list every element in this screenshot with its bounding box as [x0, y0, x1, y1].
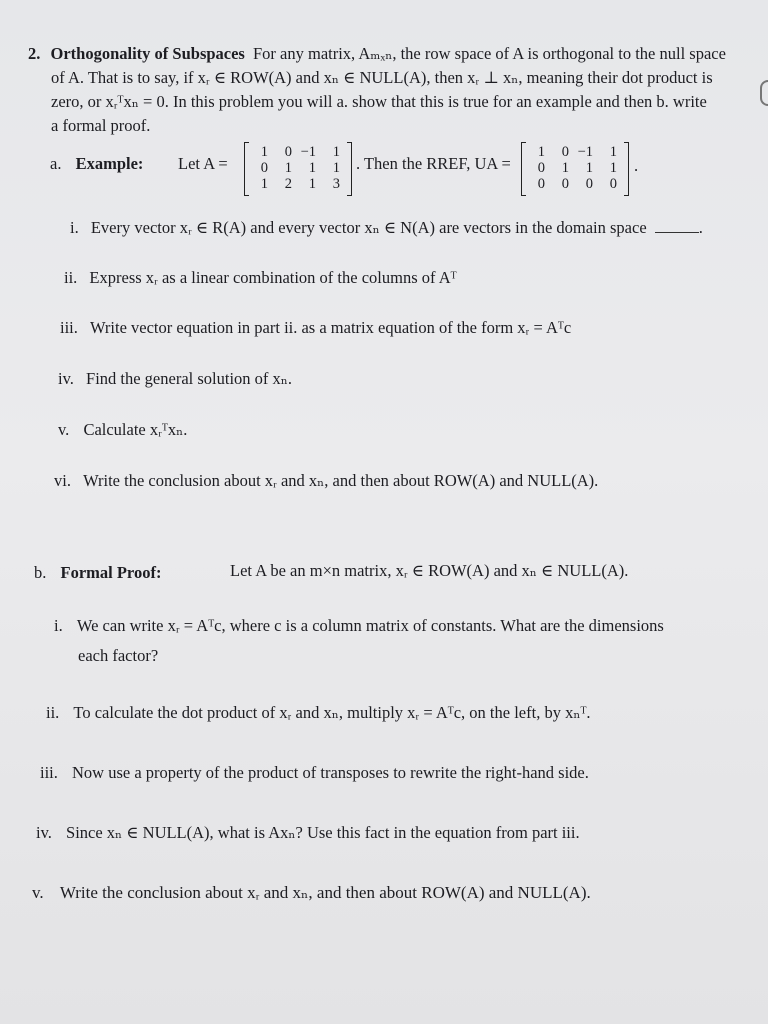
- matrix-cell: 0: [609, 176, 617, 192]
- matrix-cell: 1: [308, 160, 316, 176]
- let-a-text: Let A =: [178, 154, 228, 173]
- part-b-label: b. Formal Proof:: [34, 563, 162, 582]
- problem-number: 2.: [28, 44, 41, 63]
- matrix-cell: 1: [332, 144, 340, 160]
- matrix-cell: 1: [561, 160, 569, 176]
- matrix-ua-period: .: [634, 156, 639, 175]
- intro-line-1: For any matrix, Aₘₓₙ, the row space of A is orthogonal to the null space: [252, 44, 726, 63]
- part-b-item-i: i. We can write xᵣ = Aᵀc, where c is a column matrix of constants. What are the dimensions: [54, 616, 664, 635]
- matrix-cell: 0: [537, 160, 545, 176]
- part-b-item-v: v. Write the conclusion about xᵣ and xₙ, and then about ROW(A) and NULL(A).: [32, 883, 591, 902]
- matrix-cell: 1: [308, 176, 316, 192]
- matrix-cell: −1: [577, 144, 593, 160]
- intro-line-3: zero, or xᵣᵀxₙ = 0. In this problem you will a. show that this is true for an example and then b. write: [51, 92, 707, 111]
- matrix-cell: 1: [537, 144, 545, 160]
- then-rref-text: . Then the RREF, UA =: [356, 154, 511, 173]
- matrix-a-right-bracket: [347, 142, 352, 196]
- problem-header: [28, 46, 726, 63]
- intro-line-2: of A. That is to say, if xᵣ ∈ ROW(A) and xₙ ∈ NULL(A), then xᵣ ⊥ xₙ, meaning their dot product is: [51, 68, 713, 87]
- matrix-a-left-bracket: [244, 142, 249, 196]
- matrix-cell: 0: [585, 176, 593, 192]
- part-a-item-i: i. Every vector xᵣ ∈ R(A) and every vector xₙ ∈ N(A) are vectors in the domain space .: [70, 218, 703, 237]
- matrix-cell: −1: [300, 144, 316, 160]
- part-a-label: a. Example:: [50, 154, 144, 173]
- matrix-cell: 0: [284, 144, 292, 160]
- part-a-item-iii: iii. Write vector equation in part ii. as a matrix equation of the form xᵣ = Aᵀc: [60, 318, 572, 337]
- binder-tab: [760, 80, 768, 106]
- matrix-ua-left-bracket: [521, 142, 526, 196]
- part-a-heading: Example:: [75, 154, 144, 173]
- part-b-item-iii: iii. Now use a property of the product of transposes to rewrite the right-hand side.: [40, 763, 589, 782]
- matrix-cell: 1: [260, 176, 268, 192]
- matrix-cell: 1: [284, 160, 292, 176]
- matrix-cell: 1: [609, 144, 617, 160]
- matrix-ua-right-bracket: [624, 142, 629, 196]
- part-b-heading: Formal Proof:: [60, 563, 162, 582]
- part-b-item-i-cont: each factor?: [78, 646, 159, 665]
- matrix-cell: 3: [332, 176, 340, 192]
- matrix-cell: 1: [260, 144, 268, 160]
- matrix-a: [250, 144, 346, 194]
- part-b-item-ii: ii. To calculate the dot product of xᵣ and xₙ, multiply xᵣ = Aᵀc, on the left, by xₙᵀ.: [46, 703, 591, 722]
- matrix-cell: 0: [260, 160, 268, 176]
- matrix-cell: 0: [561, 144, 569, 160]
- matrix-cell: 1: [609, 160, 617, 176]
- matrix-cell: 0: [561, 176, 569, 192]
- part-a-item-v: v. Calculate xᵣᵀxₙ.: [58, 420, 188, 439]
- part-a-item-iv: iv. Find the general solution of xₙ.: [58, 369, 293, 388]
- part-a-item-ii: ii. Express xᵣ as a linear combination of the columns of Aᵀ: [64, 268, 457, 287]
- matrix-cell: 1: [332, 160, 340, 176]
- problem-title: Orthogonality of Subspaces: [50, 44, 245, 63]
- matrix-cell: 1: [585, 160, 593, 176]
- matrix-cell: 2: [284, 176, 292, 192]
- answer-blank: [655, 222, 699, 233]
- matrix-ua: [527, 144, 623, 194]
- part-a-item-vi: vi. Write the conclusion about xᵣ and xₙ, and then about ROW(A) and NULL(A).: [54, 471, 599, 490]
- intro-line-4: a formal proof.: [51, 116, 151, 135]
- matrix-cell: 0: [537, 176, 545, 192]
- part-b-intro: Let A be an m×n matrix, xᵣ ∈ ROW(A) and xₙ ∈ NULL(A).: [230, 561, 629, 580]
- part-b-item-iv: iv. Since xₙ ∈ NULL(A), what is Axₙ? Use this fact in the equation from part iii.: [36, 823, 580, 842]
